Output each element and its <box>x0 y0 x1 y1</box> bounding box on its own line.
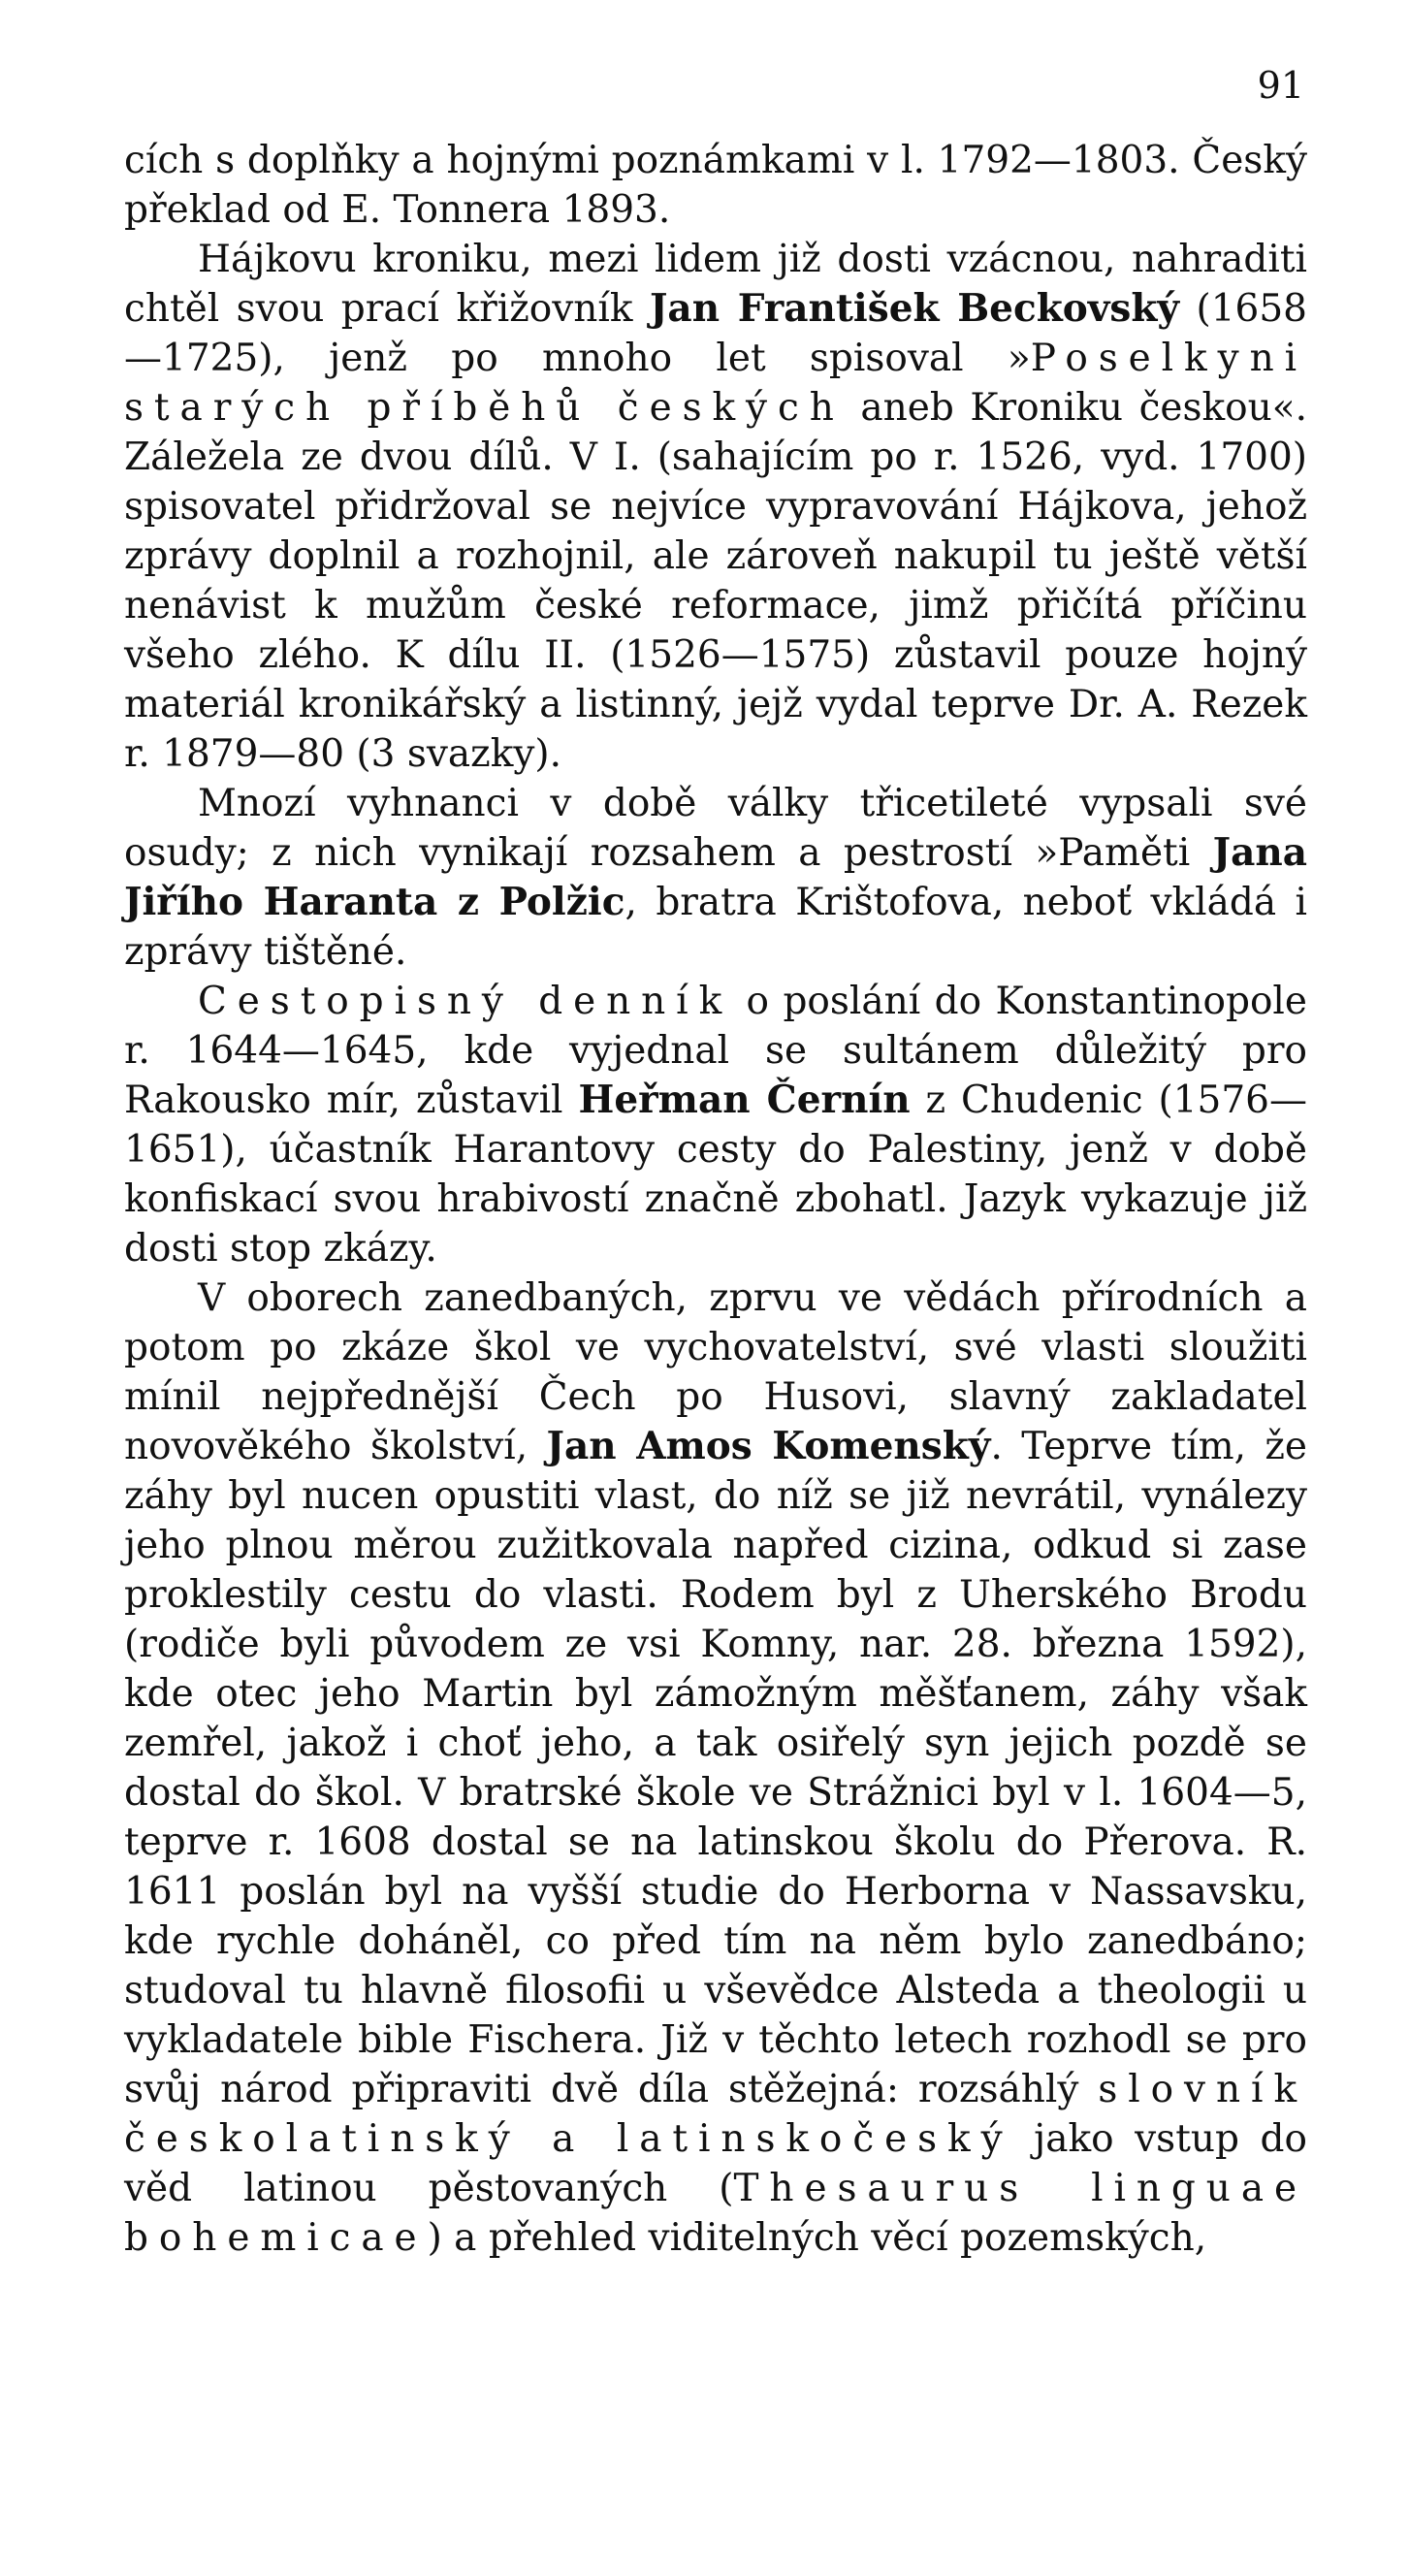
text-run: (1658—1725), jenž po mnoho let spisoval » <box>124 287 1307 380</box>
text-run: . Teprve tím, že záhy byl nucen opustiti vlast, do níž se již nevrátil, vynálezy jeho plnou měrou zužitkovala napřed cizina, odkud si zase proklestily cestu do vlasti. Rodem byl z Uherského Brodu (rodiče byli původem ze vsi Komny, nar. 28. března 1592), kde otec jeho Martin byl zámožným měšťanem, záhy však zemřel, jakož i choť jeho, a tak osiřelý syn jejich pozdě se dostal do škol. V bratrské škole ve Strážnici byl v l. 1604—5, teprve r. 1608 dostal se na latinskou školu do Přerova. R. 1611 poslán byl na vyšší studie do Herborna v Nassavsku, kde rychle doháněl, co před tím na něm bylo zanedbáno; studoval tu hlavně filosofii u vševědce Alsteda a theologii u vykladatele bible Fischera. Již v těchto letech rozhodl se pro svůj národ připraviti dvě díla stěžejná: rozsáhlý <box>124 1425 1307 2111</box>
text-run: cích s doplňky a hojnými poznámkami v l. 1792—1803. Český překlad od E. Tonnera 1893. <box>124 139 1307 232</box>
paragraph-4 <box>124 977 1307 1273</box>
spaced-title: Poselkyni starých příběhů českých <box>124 337 1307 430</box>
text-run: V oborech zanedbaných, zprvu ve vědách přírodních a potom po zkáze škol ve vychovatelství, své vlasti sloužiti mínil nejpřednější Čech po Husovi, slavný zakladatel novověkého školství, <box>124 1276 1307 1468</box>
body-text <box>124 136 1307 2263</box>
text-run: jako vstup do věd latinou pěstovaných ( <box>124 2117 1307 2210</box>
spaced-title: Thesaurus linguae bohemicae <box>124 2167 1307 2260</box>
text-run: z Chudenic (1576—1651), účastník Harantovy cesty do Palestiny, jenž v době konfiskací svou hrabivostí značně zbohatl. Jazyk vykazuje již dosti stop zkázy. <box>124 1079 1307 1271</box>
paragraph-3 <box>124 779 1307 977</box>
bold-name: Jan Amos Komenský <box>546 1424 991 1468</box>
text-run: Hájkovu kroniku, mezi lidem již dosti vzácnou, nahraditi chtěl svou prací křižovník <box>124 238 1307 331</box>
text-run: Mnozí vyhnanci v době války třicetileté vypsali své osudy; z nich vynikají rozsahem a pestrostí »Paměti <box>124 782 1307 875</box>
text-run: aneb Kroniku českou«. Záležela ze dvou dílů. V I. (sahajícím po r. 1526, vyd. 1700) spisovatel přidržoval se nejvíce vypravování Hájkova, jehož zprávy doplnil a rozhojnil, ale zároveň nakupil tu ještě větší nenávist k mužům české reformace, jimž přičítá příčinu všeho zlého. K dílu II. (1526—1575) zůstavil pouze hojný materiál kronikářský a listinný, jejž vydal teprve Dr. A. Rezek r. 1879—80 (3 svazky). <box>124 386 1308 776</box>
spaced-title: Cestopisný denník <box>198 980 733 1023</box>
text-run: , bratra Krištofova, neboť vkládá i zprávy tištěné. <box>124 881 1307 974</box>
paragraph-1 <box>124 136 1307 235</box>
text-run: o poslání do Konstantinopole r. 1644—1645, kde vyjednal se sultánem důležitý pro Rakousko mír, zůstavil <box>124 980 1307 1122</box>
spaced-title: slovník českolatinský a latinskočeský <box>124 2068 1307 2161</box>
text-run: ) a přehled viditelných věcí pozemských, <box>427 2216 1207 2260</box>
paragraph-5 <box>124 1273 1307 2263</box>
page-number: 91 <box>1257 64 1304 107</box>
bold-name: Jan František Beckovský <box>649 286 1180 331</box>
bold-name: Heřman Černín <box>578 1078 911 1122</box>
bold-name: Jana Jiřího Haranta z Polžic <box>124 830 1307 924</box>
paragraph-2 <box>124 235 1307 779</box>
